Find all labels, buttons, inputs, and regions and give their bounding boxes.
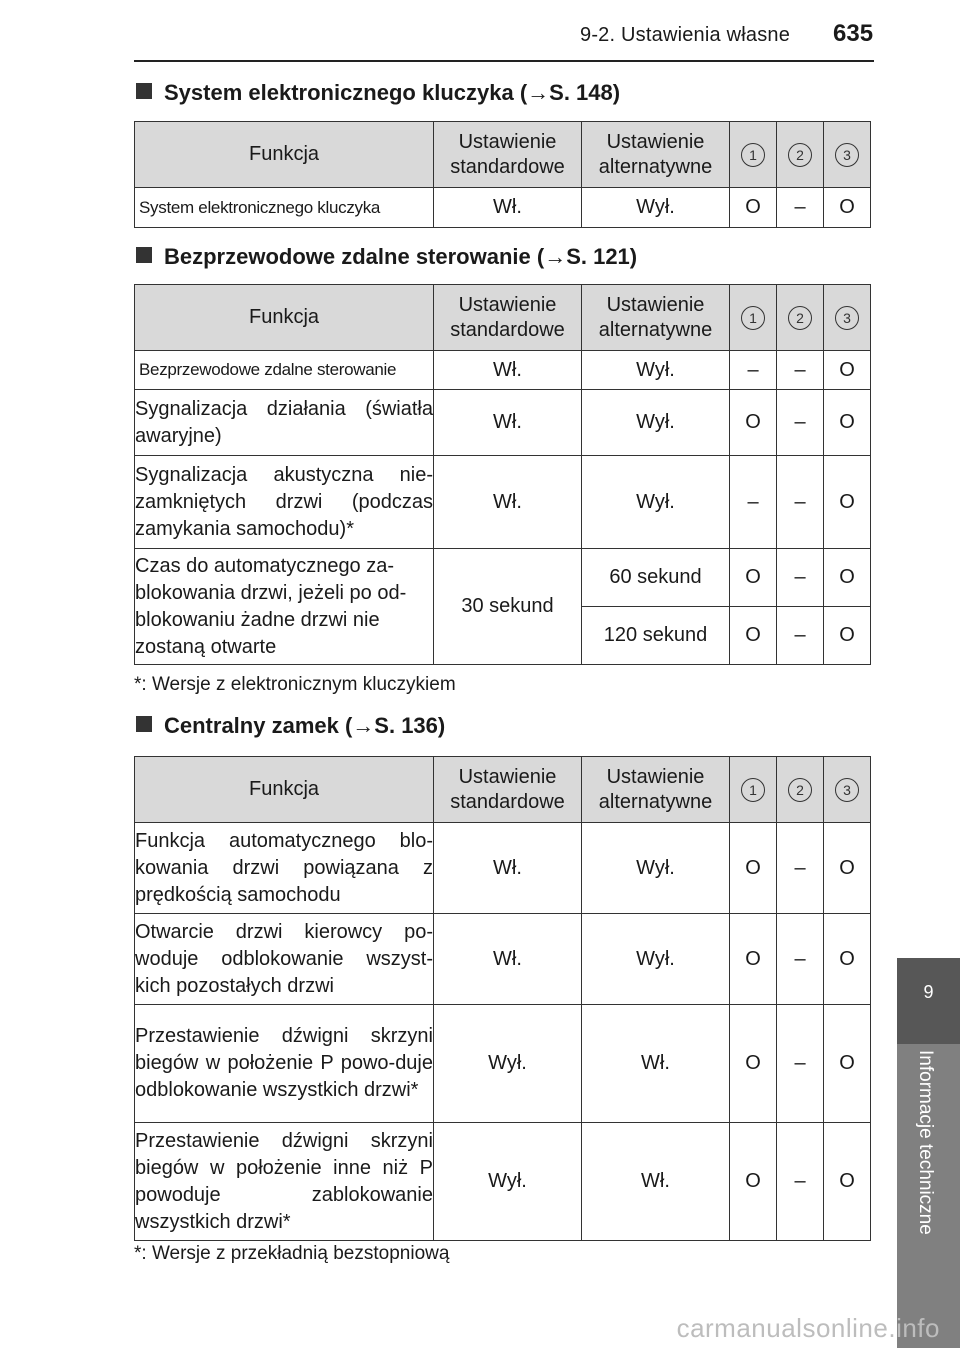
- mark-3: O: [824, 607, 871, 665]
- table-row: [135, 823, 871, 914]
- mark-2: –: [777, 456, 824, 549]
- table-row: [135, 456, 871, 549]
- circled-number-3: 3: [835, 143, 859, 167]
- mark-2: –: [777, 1123, 824, 1241]
- chapter-number: 9: [923, 982, 934, 1002]
- mark-1: O: [730, 607, 777, 665]
- row-func: Sygnalizacja akustyczna nie-zamkniętych drzwi (podczas zamykania samochodu)*: [135, 456, 434, 549]
- row-func: Sygnalizacja działania (światła awaryjne): [135, 390, 434, 456]
- row-std: Wł.: [434, 914, 582, 1005]
- square-bullet-icon: [136, 716, 152, 732]
- table-row: [135, 1123, 871, 1241]
- table-row: [135, 351, 871, 390]
- circled-number-3: 3: [835, 306, 859, 330]
- mark-1: O: [730, 823, 777, 914]
- mark-3: O: [824, 390, 871, 456]
- mark-3: O: [824, 914, 871, 1005]
- header-std: Ustawienie standardowe: [434, 757, 582, 823]
- footnote-2: *: Wersje z przekładnią bezstopniową: [134, 1243, 450, 1264]
- settings-table-3: [134, 756, 871, 1241]
- header-func: Funkcja: [135, 285, 434, 351]
- row-alt: Wył.: [582, 456, 730, 549]
- mark-1: O: [730, 549, 777, 607]
- chapter-label: Informacje techniczne: [915, 1050, 936, 1235]
- mark-2: –: [777, 823, 824, 914]
- circled-number-2: 2: [788, 143, 812, 167]
- mark-2: –: [777, 914, 824, 1005]
- circled-number-2: 2: [788, 778, 812, 802]
- mark-3: O: [824, 823, 871, 914]
- mark-1: O: [730, 1005, 777, 1123]
- header-alt: Ustawienie alternatywne: [582, 122, 730, 188]
- row-func: Otwarcie drzwi kierowcy po-woduje odblokowanie wszyst-kich pozostałych drzwi: [135, 914, 434, 1005]
- section-title-2: Bezprzewodowe zdalne sterowanie (→S. 121): [136, 244, 637, 270]
- row-func: System elektronicznego kluczyka: [135, 188, 434, 228]
- chapter-tab: [897, 958, 960, 1044]
- row-alt: 60 sekund: [582, 549, 730, 607]
- row-std: Wył.: [434, 1005, 582, 1123]
- square-bullet-icon: [136, 247, 152, 263]
- page-number: 635: [833, 20, 874, 47]
- header-section-title: 9-2. Ustawienia własne: [580, 24, 791, 46]
- table-header-row: [135, 122, 871, 188]
- mark-1: O: [730, 914, 777, 1005]
- row-alt: Wył.: [582, 390, 730, 456]
- row-std: 30 sekund: [434, 549, 582, 665]
- table-row: [135, 549, 871, 607]
- mark-1: O: [730, 390, 777, 456]
- square-bullet-icon: [136, 83, 152, 99]
- circled-number-1: 1: [741, 306, 765, 330]
- row-alt: Wył.: [582, 351, 730, 390]
- row-std: Wł.: [434, 456, 582, 549]
- table-row: [135, 914, 871, 1005]
- row-std: Wył.: [434, 1123, 582, 1241]
- row-alt: Wł.: [582, 1123, 730, 1241]
- header-func: Funkcja: [135, 122, 434, 188]
- mark-3: O: [824, 456, 871, 549]
- header-std: Ustawienie standardowe: [434, 285, 582, 351]
- mark-3: O: [824, 1123, 871, 1241]
- row-std: Wł.: [434, 823, 582, 914]
- settings-table-2: [134, 284, 871, 665]
- row-alt: Wył.: [582, 823, 730, 914]
- mark-1: O: [730, 1123, 777, 1241]
- circled-number-1: 1: [741, 778, 765, 802]
- mark-2: –: [777, 1005, 824, 1123]
- circled-number-1: 1: [741, 143, 765, 167]
- header-func: Funkcja: [135, 757, 434, 823]
- page-header: [0, 0, 960, 62]
- row-std: Wł.: [434, 351, 582, 390]
- row-func: Czas do automatycznego za-blokowania drzwi, jeżeli po od-blokowaniu żadne drzwi nie zostaną otwarte: [135, 549, 434, 665]
- row-alt: Wył.: [582, 914, 730, 1005]
- table-row: [135, 1005, 871, 1123]
- section-title-1: System elektronicznego kluczyka (→S. 148): [136, 80, 620, 106]
- row-std: Wł.: [434, 390, 582, 456]
- watermark: carmanualsonline.info: [676, 1313, 940, 1343]
- mark-3: O: [824, 188, 871, 228]
- mark-1: –: [730, 456, 777, 549]
- mark-3: O: [824, 1005, 871, 1123]
- circled-number-3: 3: [835, 778, 859, 802]
- row-alt: Wył.: [582, 188, 730, 228]
- row-func: Przestawienie dźwigni skrzyni biegów w położenie inne niż P powoduje zablokowanie wszystkich drzwi*: [135, 1123, 434, 1241]
- mark-2: –: [777, 351, 824, 390]
- table-header-row: [135, 757, 871, 823]
- mark-3: O: [824, 549, 871, 607]
- table-row: [135, 188, 871, 228]
- section-title-3: Centralny zamek (→S. 136): [136, 713, 445, 739]
- row-func: Funkcja automatycznego blo-kowania drzwi powiązana z prędkością samochodu: [135, 823, 434, 914]
- row-func: Przestawienie dźwigni skrzyni biegów w położenie P powo-duje odblokowanie wszystkich drzwi*: [135, 1005, 434, 1123]
- mark-2: –: [777, 549, 824, 607]
- header-alt: Ustawienie alternatywne: [582, 285, 730, 351]
- row-func: Bezprzewodowe zdalne sterowanie: [135, 351, 434, 390]
- mark-2: –: [777, 188, 824, 228]
- header-divider: [134, 60, 874, 62]
- row-alt: 120 sekund: [582, 607, 730, 665]
- mark-1: O: [730, 188, 777, 228]
- circled-number-2: 2: [788, 306, 812, 330]
- mark-2: –: [777, 607, 824, 665]
- mark-1: –: [730, 351, 777, 390]
- header-alt: Ustawienie alternatywne: [582, 757, 730, 823]
- mark-2: –: [777, 390, 824, 456]
- row-std: Wł.: [434, 188, 582, 228]
- row-alt: Wł.: [582, 1005, 730, 1123]
- settings-table-1: [134, 121, 871, 228]
- table-header-row: [135, 285, 871, 351]
- header-std: Ustawienie standardowe: [434, 122, 582, 188]
- footnote-1: *: Wersje z elektronicznym kluczykiem: [134, 674, 456, 695]
- mark-3: O: [824, 351, 871, 390]
- table-row: [135, 390, 871, 456]
